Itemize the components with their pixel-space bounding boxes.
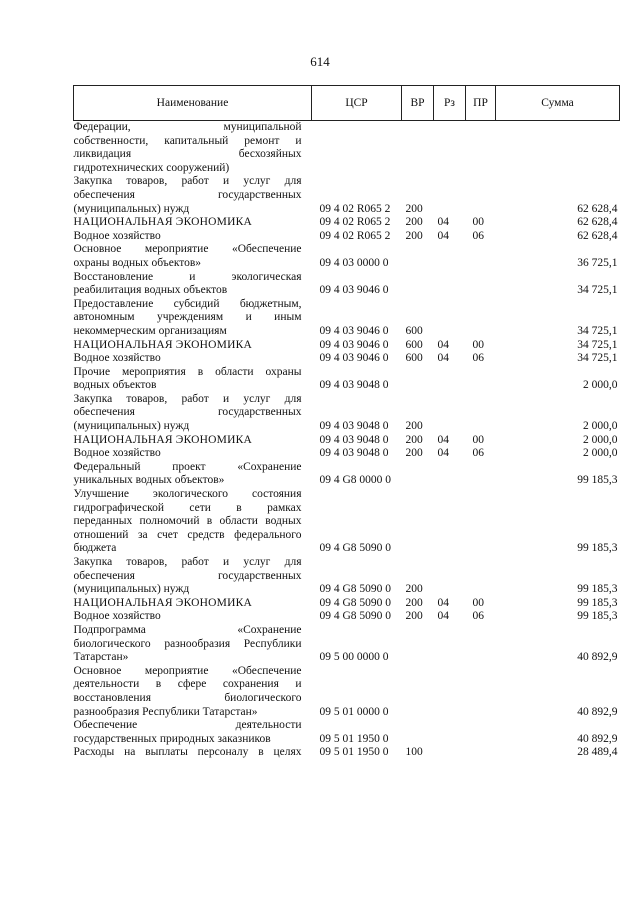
row-vr	[402, 366, 434, 393]
row-rz	[434, 461, 466, 488]
row-sum: 40 892,9	[577, 651, 618, 664]
row-csr: 09 4 03 9046 0	[319, 352, 389, 365]
row-rz	[434, 746, 466, 760]
row-name-line: Основное мероприятие «Обеспечение	[73, 664, 302, 677]
column-header-sum: Сумма	[496, 86, 620, 121]
row-name-line: некоммерческим организациям	[73, 324, 227, 337]
row-sum: 62 628,4	[577, 229, 618, 242]
budget-table	[73, 85, 620, 760]
row-name	[74, 352, 312, 366]
row-csr: 09 4 G8 0000 0	[319, 474, 392, 487]
row-sum: 62 628,4	[577, 202, 618, 215]
row-pr: 00	[472, 433, 484, 446]
row-csr: 09 4 03 9048 0	[319, 420, 389, 433]
row-rz	[434, 393, 466, 434]
row-name-line: Водное хозяйство	[73, 447, 161, 460]
row-rz: 04	[437, 352, 449, 365]
row-sum: 62 628,4	[577, 216, 618, 229]
row-name	[74, 216, 312, 230]
row-name-line: Улучшение экологического состояния	[73, 488, 302, 501]
row-vr: 200	[405, 610, 423, 623]
row-pr	[466, 488, 496, 556]
row-rz: 04	[437, 447, 449, 460]
row-pr: 06	[472, 229, 484, 242]
row-rz	[434, 624, 466, 665]
table-row	[74, 366, 620, 393]
table-row	[74, 719, 620, 746]
table-row	[74, 230, 620, 244]
row-name-line: переданных полномочий в области водных	[73, 515, 302, 528]
row-name-line: Закупка товаров, работ и услуг для	[73, 392, 302, 405]
table-row	[74, 434, 620, 448]
column-header-vr: ВР	[402, 86, 434, 121]
table-row	[74, 597, 620, 611]
row-name-line: бюджета	[73, 542, 117, 555]
table-row	[74, 243, 620, 270]
row-rz	[434, 366, 466, 393]
row-name-line: уникальных водных объектов»	[73, 474, 225, 487]
row-name	[74, 624, 312, 665]
row-vr: 200	[405, 420, 423, 433]
row-name-line: водных объектов	[73, 379, 157, 392]
row-name-line: восстановления биологического	[73, 691, 302, 704]
row-sum: 99 185,3	[577, 596, 618, 609]
row-pr	[466, 121, 496, 176]
row-vr	[402, 665, 434, 719]
row-csr	[312, 121, 402, 176]
row-name-line: Закупка товаров, работ и услуг для	[73, 175, 302, 188]
row-name-line: (муниципальных) нужд	[73, 202, 190, 215]
row-csr: 09 4 02 R065 2	[319, 216, 391, 229]
row-name-line: биологического разнообразия Республики	[73, 637, 302, 650]
row-name-line: охраны водных объектов»	[73, 256, 202, 269]
row-name-line: гидротехнических сооружений)	[73, 161, 230, 174]
row-vr: 600	[405, 352, 423, 365]
row-sum: 99 185,3	[577, 610, 618, 623]
row-name	[74, 556, 312, 597]
row-pr	[466, 393, 496, 434]
row-name-line: Водное хозяйство	[73, 352, 161, 365]
row-pr: 06	[472, 610, 484, 623]
row-vr: 200	[405, 202, 423, 215]
row-name-line: НАЦИОНАЛЬНАЯ ЭКОНОМИКА	[73, 338, 252, 351]
row-rz: 04	[437, 216, 449, 229]
row-name-line: Подпрограмма «Сохранение	[73, 623, 302, 636]
row-rz: 04	[437, 610, 449, 623]
row-vr: 600	[405, 324, 423, 337]
row-sum: 40 892,9	[577, 705, 618, 718]
column-header-pr: ПР	[466, 86, 496, 121]
row-name-line: Татарстан»	[73, 651, 129, 664]
row-csr: 09 5 01 1950 0	[319, 732, 389, 745]
row-pr: 06	[472, 447, 484, 460]
row-name	[74, 746, 312, 760]
row-name	[74, 175, 312, 216]
table-row	[74, 352, 620, 366]
row-pr	[466, 461, 496, 488]
page-number: 614	[310, 54, 330, 69]
row-sum: 28 489,4	[577, 746, 618, 759]
row-sum: 34 725,1	[577, 324, 618, 337]
row-pr: 00	[472, 216, 484, 229]
row-name	[74, 719, 312, 746]
row-vr	[402, 624, 434, 665]
row-csr: 09 5 00 0000 0	[319, 651, 389, 664]
row-csr: 09 4 G8 5090 0	[319, 542, 392, 555]
row-name-line: Обеспечение деятельности	[73, 719, 302, 732]
row-pr	[466, 243, 496, 270]
row-sum: 2 000,0	[583, 433, 618, 446]
row-vr	[402, 271, 434, 298]
row-name-line: Предоставление субсидий бюджетным,	[73, 297, 302, 310]
row-csr: 09 4 03 0000 0	[319, 256, 389, 269]
table-row	[74, 624, 620, 665]
table-row	[74, 488, 620, 556]
row-rz: 04	[437, 338, 449, 351]
row-pr	[466, 366, 496, 393]
table-row	[74, 461, 620, 488]
row-sum: 34 725,1	[577, 284, 618, 297]
row-sum: 40 892,9	[577, 732, 618, 745]
row-name-line: Федеральный проект «Сохранение	[73, 460, 302, 473]
row-name-line: НАЦИОНАЛЬНАЯ ЭКОНОМИКА	[73, 596, 252, 609]
row-csr: 09 4 02 R065 2	[319, 229, 391, 242]
table-header-row	[74, 86, 620, 121]
row-csr: 09 5 01 1950 0	[319, 746, 389, 759]
row-name	[74, 230, 312, 244]
table-body	[74, 121, 620, 760]
row-rz: 04	[437, 229, 449, 242]
row-pr	[466, 298, 496, 339]
row-rz	[434, 121, 466, 176]
row-pr	[466, 624, 496, 665]
row-vr	[402, 243, 434, 270]
row-rz	[434, 298, 466, 339]
row-name	[74, 665, 312, 719]
row-pr: 00	[472, 338, 484, 351]
row-rz	[434, 488, 466, 556]
row-pr	[466, 665, 496, 719]
row-sum	[496, 121, 620, 176]
row-name-line: Прочие мероприятия в области охраны	[73, 365, 302, 378]
row-rz: 04	[437, 433, 449, 446]
row-name-line: разнообразия Республики Татарстан»	[73, 705, 258, 718]
row-pr	[466, 556, 496, 597]
row-name	[74, 461, 312, 488]
row-name-line: Закупка товаров, работ и услуг для	[73, 556, 302, 568]
row-name	[74, 121, 312, 176]
table-row	[74, 610, 620, 624]
row-name	[74, 366, 312, 393]
row-name-line: НАЦИОНАЛЬНАЯ ЭКОНОМИКА	[73, 216, 252, 229]
row-vr	[402, 121, 434, 176]
row-name-line: обеспечения государственных	[73, 188, 302, 201]
row-vr: 200	[405, 433, 423, 446]
row-sum: 34 725,1	[577, 338, 618, 351]
row-csr: 09 4 03 9046 0	[319, 338, 389, 351]
row-csr: 09 4 02 R065 2	[319, 202, 391, 215]
table-row	[74, 271, 620, 298]
row-rz: 04	[437, 596, 449, 609]
row-name-line: автономным учреждениям и иным	[73, 311, 302, 324]
row-name-line: НАЦИОНАЛЬНАЯ ЭКОНОМИКА	[73, 433, 252, 446]
row-name-line: обеспечения государственных	[73, 569, 302, 582]
row-sum: 99 185,3	[577, 583, 618, 596]
row-vr	[402, 488, 434, 556]
row-name	[74, 271, 312, 298]
row-csr: 09 4 03 9048 0	[319, 379, 389, 392]
row-name-line: Основное мероприятие «Обеспечение	[73, 243, 302, 256]
row-vr: 600	[405, 338, 423, 351]
row-name	[74, 298, 312, 339]
row-csr: 09 4 G8 5090 0	[319, 596, 392, 609]
table-row	[74, 121, 620, 176]
row-name	[74, 434, 312, 448]
table-row	[74, 175, 620, 216]
column-header-csr: ЦСР	[312, 86, 402, 121]
table-row	[74, 339, 620, 353]
table-row	[74, 556, 620, 597]
row-name-line: (муниципальных) нужд	[73, 583, 190, 596]
row-pr	[466, 719, 496, 746]
row-name-line: Расходы на выплаты персоналу в целях	[73, 746, 302, 759]
table-row	[74, 665, 620, 719]
row-sum: 99 185,3	[577, 474, 618, 487]
row-rz	[434, 243, 466, 270]
row-vr: 200	[405, 447, 423, 460]
table-row	[74, 298, 620, 339]
row-rz	[434, 271, 466, 298]
row-name-line: отношений за счет средств федерального	[73, 528, 302, 541]
row-vr	[402, 719, 434, 746]
row-vr	[402, 461, 434, 488]
row-vr: 100	[405, 746, 423, 759]
row-pr: 06	[472, 352, 484, 365]
row-name-line: государственных природных заказников	[73, 732, 271, 745]
row-name-line: Федерации, муниципальной	[73, 121, 302, 133]
row-sum: 2 000,0	[583, 379, 618, 392]
row-csr: 09 4 G8 5090 0	[319, 583, 392, 596]
column-header-rz: Рз	[434, 86, 466, 121]
row-rz	[434, 665, 466, 719]
row-csr: 09 4 03 9048 0	[319, 433, 389, 446]
row-name-line: гидрографической сети в рамках	[73, 501, 302, 514]
row-vr: 200	[405, 583, 423, 596]
row-pr: 00	[472, 596, 484, 609]
row-name-line: деятельности в сфере сохранения и	[73, 678, 302, 691]
table-row	[74, 447, 620, 461]
row-name-line: Восстановление и экологическая	[73, 270, 302, 283]
row-pr	[466, 271, 496, 298]
row-name-line: обеспечения государственных	[73, 406, 302, 419]
row-name	[74, 597, 312, 611]
row-name-line: собственности, капитальный ремонт и	[73, 134, 302, 147]
row-name	[74, 488, 312, 556]
table-row	[74, 216, 620, 230]
row-rz	[434, 719, 466, 746]
row-csr: 09 4 G8 5090 0	[319, 610, 392, 623]
row-vr: 200	[405, 596, 423, 609]
row-sum: 34 725,1	[577, 352, 618, 365]
row-name-line: (муниципальных) нужд	[73, 420, 190, 433]
row-name-line: ликвидация бесхозяйных	[73, 148, 302, 161]
row-vr: 200	[405, 229, 423, 242]
row-rz	[434, 556, 466, 597]
row-pr	[466, 175, 496, 216]
row-pr	[466, 746, 496, 760]
row-name-line: Водное хозяйство	[73, 610, 161, 623]
row-sum: 2 000,0	[583, 447, 618, 460]
row-csr: 09 4 03 9046 0	[319, 284, 389, 297]
row-csr: 09 4 03 9048 0	[319, 447, 389, 460]
row-csr: 09 4 03 9046 0	[319, 324, 389, 337]
row-csr: 09 5 01 0000 0	[319, 705, 389, 718]
row-name-line: реабилитация водных объектов	[73, 284, 228, 297]
column-header-name: Наименование	[74, 86, 312, 121]
row-name	[74, 339, 312, 353]
row-name	[74, 393, 312, 434]
row-sum: 99 185,3	[577, 542, 618, 555]
row-sum: 2 000,0	[583, 420, 618, 433]
row-vr: 200	[405, 216, 423, 229]
row-name	[74, 447, 312, 461]
table-row	[74, 393, 620, 434]
row-rz	[434, 175, 466, 216]
row-name-line: Водное хозяйство	[73, 229, 161, 242]
row-name	[74, 243, 312, 270]
row-sum: 36 725,1	[577, 256, 618, 269]
table-row	[74, 746, 620, 760]
row-name	[74, 610, 312, 624]
